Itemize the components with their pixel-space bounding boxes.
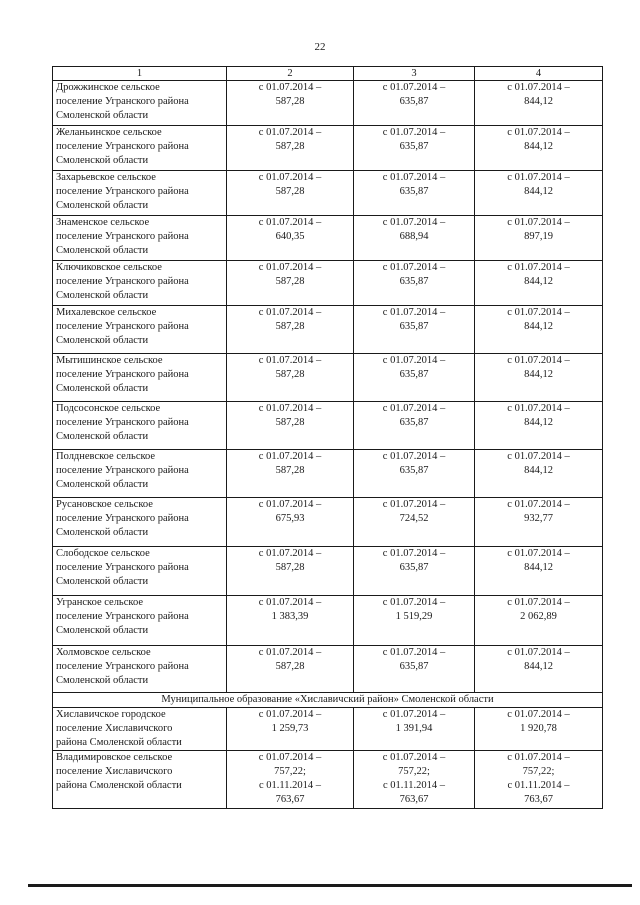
settlement-name-line: поселение Угранского района: [56, 276, 189, 287]
tariff-value-line: 763,67: [524, 794, 553, 805]
settlement-name-line: поселение Угранского района: [56, 96, 189, 107]
tariff-value-line: 1 519,29: [395, 611, 433, 622]
tariff-cell: [227, 261, 354, 306]
tariff-value-line: с 01.07.2014 –: [382, 451, 446, 462]
settlement-name-line: Ключиковское сельское: [56, 262, 162, 273]
tariff-cell: [227, 708, 354, 751]
settlement-name: [53, 261, 227, 306]
tariff-value-line: с 01.07.2014 –: [507, 451, 570, 462]
table-row: [53, 81, 603, 126]
settlement-name-line: поселение Угранского района: [56, 465, 189, 476]
settlement-name: [53, 708, 227, 751]
settlement-name-line: поселение Угранского района: [56, 661, 189, 672]
tariff-value-line: с 01.07.2014 –: [258, 355, 322, 366]
tariff-cell: [354, 646, 475, 693]
tariff-cell: [475, 216, 603, 261]
tariff-cell: [354, 402, 475, 450]
tariff-value-line: 844,12: [524, 465, 553, 476]
settlement-name: [53, 646, 227, 693]
tariff-value-line: 1 391,94: [395, 723, 433, 734]
tariff-value-line: с 01.07.2014 –: [258, 548, 322, 559]
tariff-value-line: с 01.07.2014 –: [382, 307, 446, 318]
settlement-name-line: Смоленской области: [56, 335, 149, 346]
tariff-value-line: с 01.07.2014 –: [382, 709, 446, 720]
tariff-cell: [354, 498, 475, 547]
tariff-cell: [354, 354, 475, 402]
tariff-value-line: с 01.07.2014 –: [258, 262, 322, 273]
settlement-name: [53, 216, 227, 261]
settlement-name: [53, 547, 227, 596]
tariff-cell: [354, 81, 475, 126]
tariff-value-line: с 01.07.2014 –: [258, 709, 322, 720]
tariff-cell: [227, 81, 354, 126]
tariff-cell: [354, 547, 475, 596]
tariff-value-line: с 01.07.2014 –: [258, 647, 322, 658]
tariff-cell: [475, 547, 603, 596]
tariff-value-line: с 01.07.2014 –: [507, 262, 570, 273]
table-row: [53, 306, 603, 354]
tariff-cell: [475, 646, 603, 693]
settlement-name-line: Полдневское сельское: [56, 451, 156, 462]
settlement-name-line: поселение Угранского района: [56, 611, 189, 622]
tariff-value-line: 635,87: [399, 562, 429, 573]
tariff-value-line: с 01.07.2014 –: [258, 752, 322, 763]
tariff-value-line: 587,28: [275, 141, 305, 152]
tariff-value-line: 763,67: [275, 794, 305, 805]
table-header-row: [53, 67, 603, 81]
tariff-value-line: с 01.07.2014 –: [507, 403, 570, 414]
tariff-value-line: с 01.07.2014 –: [507, 172, 570, 183]
tariff-value-line: с 01.07.2014 –: [507, 709, 570, 720]
tariff-cell: [227, 126, 354, 171]
settlement-name-line: поселение Угранского района: [56, 562, 189, 573]
settlement-name-line: Слободское сельское: [56, 548, 150, 559]
tariff-value-line: 587,28: [275, 276, 305, 287]
tariff-value-line: с 01.07.2014 –: [507, 548, 570, 559]
tariff-cell: [475, 498, 603, 547]
tariff-cell: [227, 354, 354, 402]
tariff-cell: [354, 596, 475, 646]
tariff-value-line: 635,87: [399, 465, 429, 476]
tariff-table: [52, 66, 603, 809]
settlement-name-line: поселение Хиславичского: [56, 766, 173, 777]
tariff-cell: [354, 708, 475, 751]
tariff-value-line: с 01.07.2014 –: [507, 355, 570, 366]
section-title: Муниципальное образование «Хиславичский район» Смоленской области: [53, 693, 603, 708]
tariff-cell: [227, 306, 354, 354]
column-header: 1: [53, 67, 227, 81]
tariff-cell: [354, 306, 475, 354]
settlement-name-line: поселение Угранского района: [56, 369, 189, 380]
settlement-name: [53, 354, 227, 402]
section-row: [53, 693, 603, 708]
tariff-cell: [354, 171, 475, 216]
tariff-cell: [475, 171, 603, 216]
tariff-value-line: 635,87: [399, 417, 429, 428]
settlement-name: [53, 402, 227, 450]
settlement-name-line: Дрожжинское сельское: [56, 82, 160, 93]
tariff-value-line: 587,28: [275, 369, 305, 380]
tariff-value-line: с 01.07.2014 –: [382, 548, 446, 559]
tariff-value-line: с 01.07.2014 –: [382, 499, 446, 510]
settlement-name-line: Смоленской области: [56, 431, 149, 442]
tariff-cell: [227, 216, 354, 261]
tariff-value-line: 844,12: [524, 417, 553, 428]
tariff-value-line: с 01.11.2014 –: [507, 780, 570, 791]
table-row: [53, 450, 603, 498]
settlement-name: [53, 81, 227, 126]
tariff-cell: [227, 547, 354, 596]
tariff-cell: [354, 261, 475, 306]
settlement-name-line: Смоленской области: [56, 383, 149, 394]
tariff-value-line: с 01.07.2014 –: [382, 217, 446, 228]
table-row: [53, 708, 603, 751]
tariff-value-line: с 01.07.2014 –: [382, 172, 446, 183]
settlement-name: [53, 596, 227, 646]
tariff-value-line: 587,28: [275, 321, 305, 332]
table-row: [53, 261, 603, 306]
tariff-value-line: 1 259,73: [271, 723, 309, 734]
settlement-name: [53, 498, 227, 547]
tariff-value-line: 587,28: [275, 186, 305, 197]
tariff-cell: [227, 596, 354, 646]
tariff-value-line: 724,52: [399, 513, 429, 524]
tariff-value-line: 757,22;: [274, 766, 306, 777]
tariff-value-line: 844,12: [524, 369, 553, 380]
settlement-name-line: Смоленской области: [56, 155, 149, 166]
tariff-cell: [475, 81, 603, 126]
settlement-name-line: Смоленской области: [56, 200, 149, 211]
tariff-value-line: с 01.07.2014 –: [507, 82, 570, 93]
tariff-cell: [475, 306, 603, 354]
settlement-name-line: поселение Угранского района: [56, 321, 189, 332]
tariff-value-line: с 01.07.2014 –: [258, 307, 322, 318]
tariff-cell: [354, 216, 475, 261]
tariff-value-line: 897,19: [524, 231, 553, 242]
tariff-value-line: 635,87: [399, 321, 429, 332]
tariff-value-line: 844,12: [524, 141, 553, 152]
tariff-cell: [227, 171, 354, 216]
table-row: [53, 596, 603, 646]
tariff-value-line: 932,77: [524, 513, 553, 524]
settlement-name-line: района Смоленской области: [56, 780, 182, 791]
tariff-cell: [227, 498, 354, 547]
settlement-name-line: Подсосонское сельское: [56, 403, 161, 414]
tariff-value-line: с 01.07.2014 –: [382, 127, 446, 138]
settlement-name-line: Смоленской области: [56, 576, 149, 587]
table-row: [53, 498, 603, 547]
settlement-name-line: Владимировское сельское: [56, 752, 173, 763]
settlement-name: [53, 450, 227, 498]
settlement-name-line: Русановское сельское: [56, 499, 153, 510]
tariff-value-line: с 01.07.2014 –: [382, 647, 446, 658]
tariff-value-line: 635,87: [399, 96, 429, 107]
table-row: [53, 402, 603, 450]
tariff-value-line: 635,87: [399, 186, 429, 197]
settlement-name-line: Смоленской области: [56, 675, 149, 686]
tariff-cell: [475, 354, 603, 402]
tariff-cell: [354, 450, 475, 498]
tariff-value-line: с 01.07.2014 –: [382, 355, 446, 366]
tariff-value-line: с 01.07.2014 –: [507, 127, 570, 138]
tariff-value-line: с 01.07.2014 –: [382, 403, 446, 414]
tariff-value-line: с 01.07.2014 –: [507, 499, 570, 510]
tariff-value-line: 688,94: [399, 231, 429, 242]
tariff-cell: [475, 450, 603, 498]
tariff-value-line: с 01.07.2014 –: [258, 127, 322, 138]
tariff-value-line: 635,87: [399, 276, 429, 287]
settlement-name-line: Смоленской области: [56, 290, 149, 301]
settlement-name-line: района Смоленской области: [56, 737, 182, 748]
tariff-value-line: с 01.07.2014 –: [258, 403, 322, 414]
tariff-cell: [227, 646, 354, 693]
settlement-name-line: поселение Угранского района: [56, 513, 189, 524]
settlement-name: [53, 306, 227, 354]
settlement-name-line: поселение Угранского района: [56, 417, 189, 428]
tariff-value-line: с 01.07.2014 –: [507, 217, 570, 228]
settlement-name-line: поселение Угранского района: [56, 186, 189, 197]
settlement-name-line: Смоленской области: [56, 527, 149, 538]
settlement-name-line: поселение Угранского района: [56, 231, 189, 242]
tariff-cell: [475, 261, 603, 306]
tariff-cell: [475, 596, 603, 646]
tariff-value-line: 587,28: [275, 562, 305, 573]
tariff-value-line: 640,35: [275, 231, 305, 242]
settlement-name-line: Смоленской области: [56, 625, 149, 636]
tariff-value-line: с 01.07.2014 –: [258, 217, 322, 228]
tariff-value-line: с 01.07.2014 –: [258, 499, 322, 510]
tariff-value-line: 844,12: [524, 186, 553, 197]
tariff-value-line: 844,12: [524, 96, 553, 107]
tariff-value-line: с 01.07.2014 –: [382, 262, 446, 273]
settlement-name-line: поселение Хиславичского: [56, 723, 173, 734]
column-header: 2: [227, 67, 354, 81]
settlement-name-line: Знаменское сельское: [56, 217, 150, 228]
table-row: [53, 216, 603, 261]
tariff-value-line: 844,12: [524, 276, 553, 287]
tariff-value-line: с 01.07.2014 –: [258, 82, 322, 93]
settlement-name-line: Желаньинское сельское: [56, 127, 162, 138]
settlement-name-line: поселение Угранского района: [56, 141, 189, 152]
settlement-name-line: Захарьевское сельское: [56, 172, 156, 183]
table-row: [53, 126, 603, 171]
tariff-value-line: 587,28: [275, 465, 305, 476]
tariff-value-line: 2 062,89: [520, 611, 557, 622]
table-row: [53, 547, 603, 596]
tariff-value-line: 844,12: [524, 661, 553, 672]
column-header: 3: [354, 67, 475, 81]
tariff-value-line: 587,28: [275, 417, 305, 428]
table-row: [53, 751, 603, 809]
settlement-name: [53, 126, 227, 171]
tariff-value-line: с 01.07.2014 –: [507, 647, 570, 658]
tariff-value-line: 1 920,78: [520, 723, 557, 734]
tariff-value-line: с 01.11.2014 –: [258, 780, 322, 791]
settlement-name-line: Угранское сельское: [56, 597, 143, 608]
settlement-name-line: Смоленской области: [56, 245, 149, 256]
tariff-value-line: 763,67: [399, 794, 429, 805]
table-row: [53, 171, 603, 216]
tariff-value-line: 587,28: [275, 96, 305, 107]
settlement-name-line: Хиславичское городское: [56, 709, 166, 720]
tariff-value-line: 757,22;: [398, 766, 430, 777]
tariff-value-line: 844,12: [524, 562, 553, 573]
tariff-value-line: с 01.07.2014 –: [258, 451, 322, 462]
settlement-name-line: Холмовское сельское: [56, 647, 151, 658]
settlement-name-line: Смоленской области: [56, 479, 149, 490]
tariff-cell: [227, 751, 354, 809]
tariff-value-line: с 01.07.2014 –: [382, 597, 446, 608]
tariff-value-line: с 01.07.2014 –: [507, 307, 570, 318]
tariff-value-line: с 01.07.2014 –: [258, 172, 322, 183]
tariff-value-line: 675,93: [275, 513, 305, 524]
tariff-cell: [475, 126, 603, 171]
tariff-cell: [354, 751, 475, 809]
tariff-value-line: с 01.07.2014 –: [382, 752, 446, 763]
tariff-cell: [227, 402, 354, 450]
tariff-value-line: 1 383,39: [271, 611, 309, 622]
settlement-name-line: Михалевское сельское: [56, 307, 157, 318]
tariff-cell: [475, 708, 603, 751]
tariff-value-line: с 01.07.2014 –: [382, 82, 446, 93]
tariff-cell: [227, 450, 354, 498]
page-number: 22: [314, 41, 326, 53]
tariff-value-line: 587,28: [275, 661, 305, 672]
bottom-divider: [28, 884, 632, 887]
tariff-value-line: 757,22;: [522, 766, 555, 777]
tariff-value-line: с 01.11.2014 –: [382, 780, 446, 791]
tariff-value-line: с 01.07.2014 –: [258, 597, 322, 608]
settlement-name-line: Смоленской области: [56, 110, 149, 121]
tariff-value-line: с 01.07.2014 –: [507, 597, 570, 608]
tariff-cell: [354, 126, 475, 171]
settlement-name: [53, 751, 227, 809]
table-row: [53, 354, 603, 402]
tariff-value-line: 635,87: [399, 661, 429, 672]
tariff-value-line: 635,87: [399, 369, 429, 380]
tariff-value-line: 844,12: [524, 321, 553, 332]
settlement-name-line: Мытишинское сельское: [56, 355, 163, 366]
tariff-value-line: с 01.07.2014 –: [507, 752, 570, 763]
tariff-value-line: 635,87: [399, 141, 429, 152]
column-header: 4: [475, 67, 603, 81]
tariff-cell: [475, 751, 603, 809]
table-row: [53, 646, 603, 693]
tariff-cell: [475, 402, 603, 450]
settlement-name: [53, 171, 227, 216]
